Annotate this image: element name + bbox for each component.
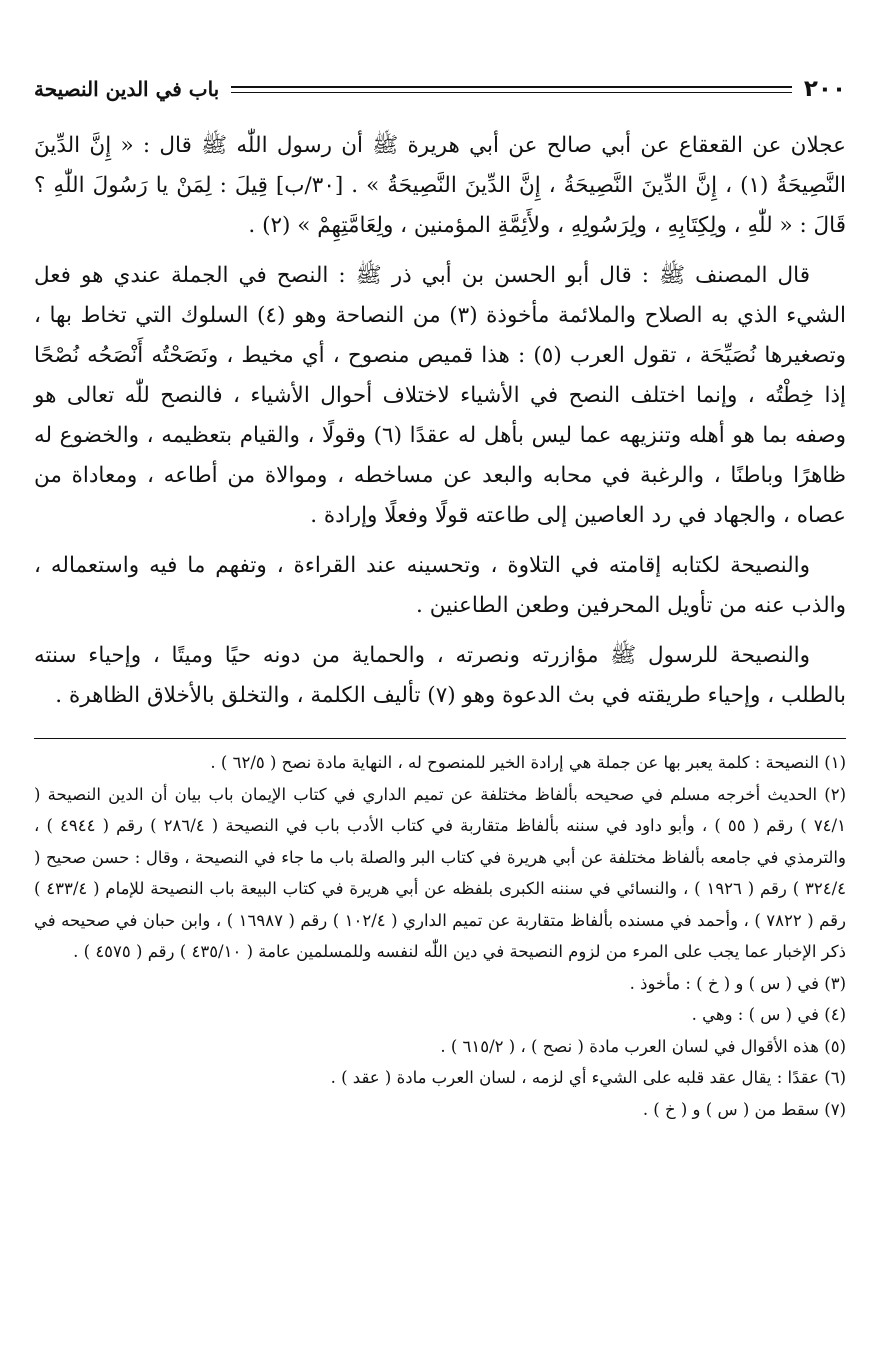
footnote-4: (٤) في ( س ) : وهي .	[691, 1005, 846, 1024]
page-header	[34, 72, 846, 106]
paragraph-author-comment: قال المصنف ﷺ : قال أبو الحسن بن أبي ذر ﷺ : النصح في الجملة عندي هو فعل الشيء الذي به الصلاح والملائمة مأخوذة (٣) من النصاحة وهو (٤) السلوك التي تخاط بها ، وتصغيرها نُصَيِّحَة ، تقول العرب (٥) : هذا قميص منصوح ، أي مخيط ، ونَصَحْتُه أَنْصَحُه نُصْحًا إذا خِطْتُه ، وإنما اختلف النصح في الأشياء لاختلاف أحوال الأشياء ، فالنصح للّٰه تعالى هو وصفه بما هو أهله وتنزيهه عما ليس بأهل له عقدًا (٦) وقولًا ، والقيام بتعظيمه ، والخضوع له ظاهرًا وباطنًا ، والرغبة في محابه والبعد عن مساخطه ، وموالاة من أطاعه ، ومعاداة من عصاه ، والجهاد في رد العاصين إلى طاعته قولًا وفعلًا وإرادة .	[34, 263, 847, 528]
footnote-1: (١) النصيحة : كلمة يعبر بها عن جملة هي إرادة الخير للمنصوح له ، النهاية مادة نصح ( ٦٢/٥ ) .	[210, 753, 846, 772]
footnote-7: (٧) سقط من ( س ) و ( خ ) .	[642, 1099, 846, 1119]
book-page	[34, 72, 846, 1125]
footnote-separator	[34, 738, 846, 739]
header-rule	[231, 86, 792, 93]
footnote-2: (٢) الحديث أخرجه مسلم في صحيحه بألفاظ مختلفة عن تميم الداري في كتاب الإيمان باب بيان أن الدين النصيحة ( ٧٤/١ ) رقم ( ٥٥ ) ، وأبو داود في سننه بألفاظ متقاربة في كتاب الأدب باب في النصيحة ( ٢٨٦/٤ ) رقم ( ٤٩٤٤ ) ، والترمذي في جامعه بألفاظ مختلفة عن أبي هريرة في كتاب البر والصلة باب ما جاء في النصيحة ، وقال : حسن صحيح ( ٣٢٤/٤ ) رقم ( ١٩٢٦ ) ، والنسائي في سننه الكبرى بلفظه عن أبي هريرة في كتاب البيعة باب النصيحة للإمام ( ٤٣٣/٤ ) رقم ( ٧٨٢٢ ) ، وأحمد في مسنده بألفاظ متقاربة عن تميم الداري ( ١٠٢/٤ ) رقم ( ١٦٩٨٧ ) ، وابن حبان في صحيحه في ذكر الإخبار عما يجب على المرء من لزوم النصيحة في دين اللّٰه لنفسه وللمسلمين عامة ( ٤٣٥/١٠ ) رقم ( ٤٥٧٥ ) .	[34, 784, 846, 961]
footnote-6: (٦) عقدًا : يقال عقد قلبه على الشيء أي لزمه ، لسان العرب مادة ( عقد ) .	[330, 1068, 846, 1087]
footnote-3: (٣) في ( س ) و ( خ ) : مأخوذ .	[629, 973, 846, 993]
paragraph-book-advice: والنصيحة لكتابه إقامته في التلاوة ، وتحسينه عند القراءة ، وتفهم ما فيه واستعماله ، والذب عنه من تأويل المحرفين وطعن الطاعنين .	[34, 553, 846, 618]
page-number: ٢٠٠	[803, 76, 846, 102]
running-title: باب في الدين النصيحة	[34, 77, 220, 101]
footnote-5: (٥) هذه الأقوال في لسان العرب مادة ( نصح ) ، ( ٦١٥/٢ ) .	[440, 1036, 846, 1056]
paragraph-messenger-advice: والنصيحة للرسول ﷺ مؤازرته ونصرته ، والحماية من دونه حيًا وميتًا ، وإحياء سنته بالطلب ، وإحياء طريقته في بث الدعوة وهو (٧) تأليف الكلمة ، والتخلق بالأخلاق الظاهرة .	[34, 643, 846, 708]
paragraph-hadith: عجلان عن القعقاع عن أبي صالح عن أبي هريرة ﷺ أن رسول اللّٰه ﷺ قال : « إِنَّ الدِّينَ النَّصِيحَةُ (١) ، إِنَّ الدِّينَ النَّصِيحَةُ ، إِنَّ الدِّينَ النَّصِيحَةُ » . [٣٠/ب] قِيلَ : لِمَنْ يا رَسُولَ اللّٰهِ ؟ قَالَ : « للّٰهِ ، ولِكِتَابِهِ ، ولِرَسُولِهِ ، ولأَئِمَّةِ المؤمنين ، ولِعَامَّتِهِمْ » (٢) .	[34, 133, 846, 238]
main-text	[34, 126, 846, 716]
footnotes	[34, 747, 846, 1125]
